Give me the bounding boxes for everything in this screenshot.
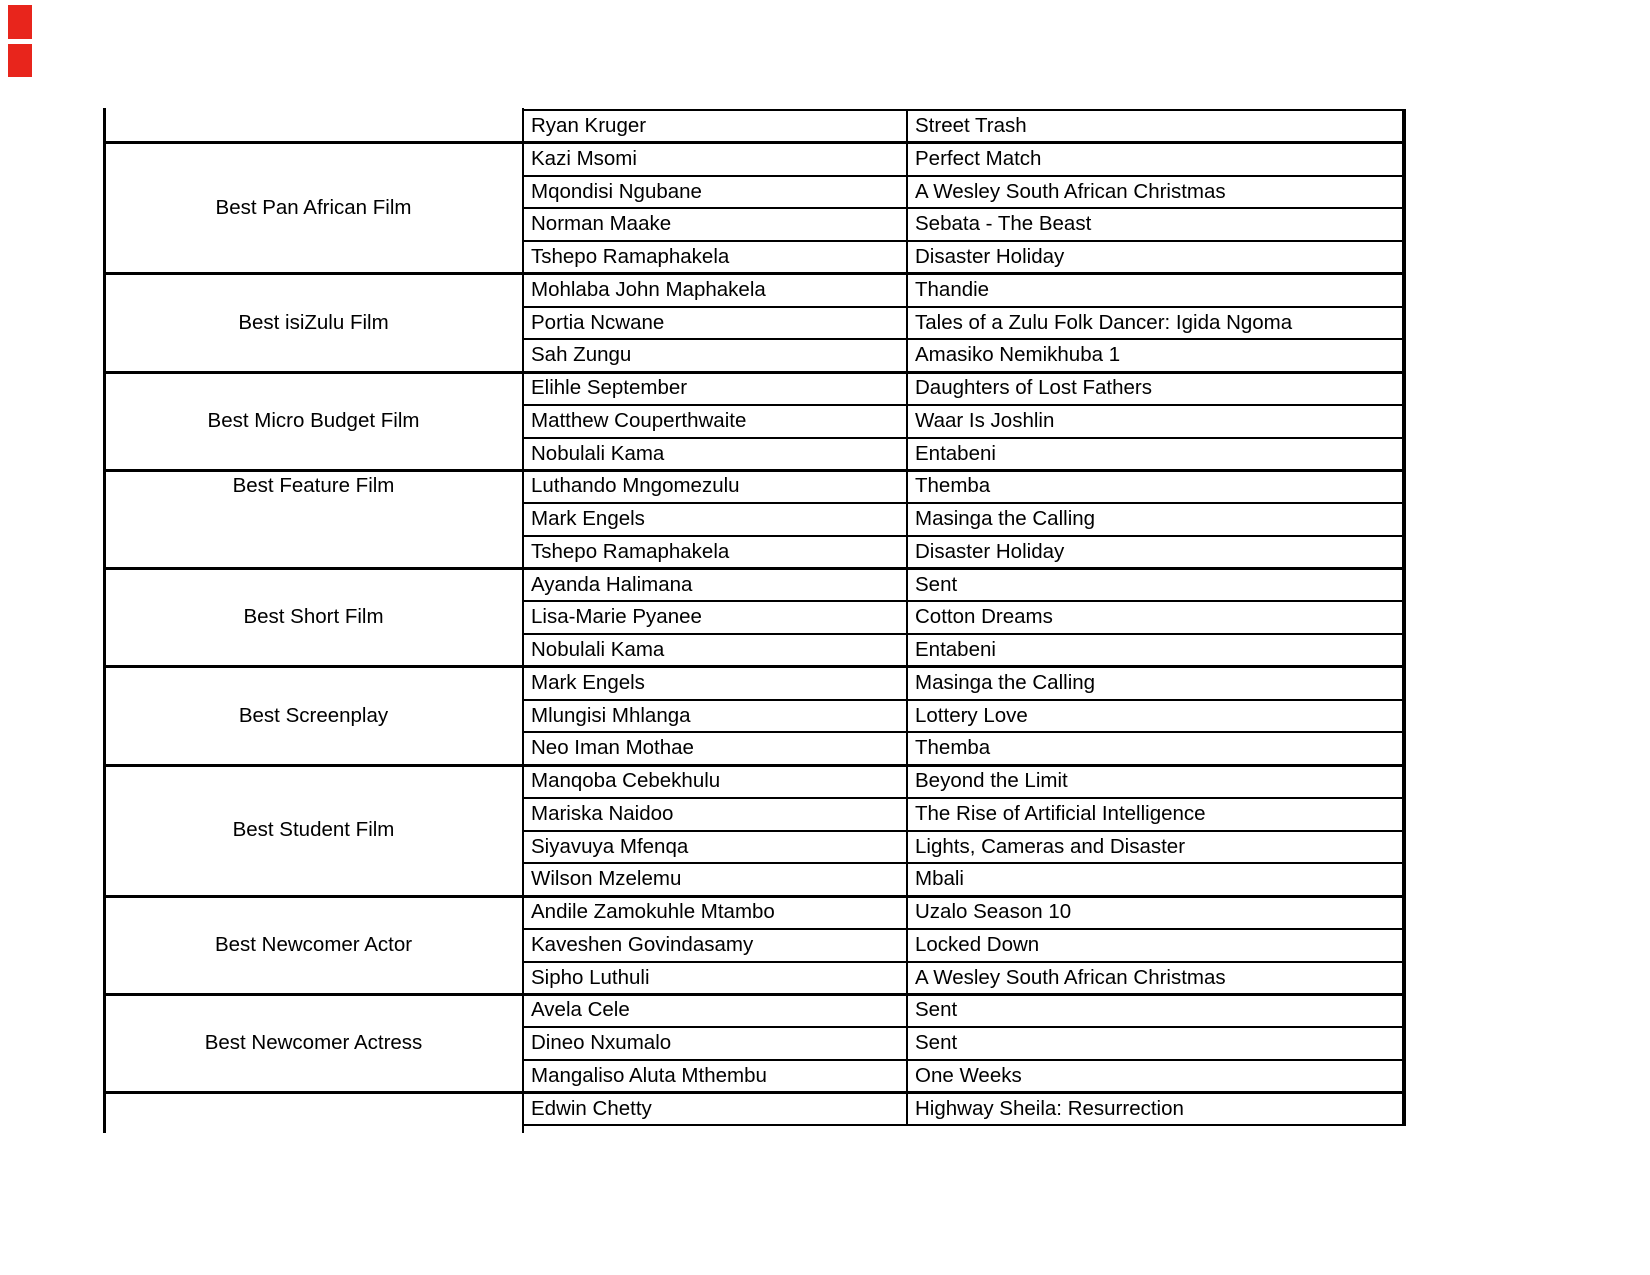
category-cell: Best Short Film <box>243 605 384 629</box>
nominee-cell: Portia Ncwane <box>531 310 665 334</box>
nominee-cell: Tshepo Ramaphakela <box>531 539 730 563</box>
row-divider-line <box>522 404 1406 406</box>
row-divider-line <box>522 797 1406 799</box>
nominee-cell: Sipho Luthuli <box>531 965 650 989</box>
category-cell: Best Pan African Film <box>215 196 412 219</box>
category-cell: Best Student Film <box>232 818 395 842</box>
category-cell: Best Screenplay <box>238 703 389 727</box>
nominee-cell: Elihle September <box>531 376 688 400</box>
nominee-cell: Mqondisi Ngubane <box>531 179 702 203</box>
film-cell: A Wesley South African Christmas <box>915 179 1226 203</box>
table-left-border <box>103 108 106 1133</box>
row-divider-line <box>522 175 1406 177</box>
film-cell: Disaster Holiday <box>915 539 1065 563</box>
film-cell: Lottery Love <box>915 703 1028 727</box>
nominee-cell: Mariska Naidoo <box>531 801 674 825</box>
nominee-cell: Lisa-Marie Pyanee <box>531 605 702 629</box>
nominee-cell: Wilson Mzelemu <box>531 867 682 891</box>
section-border-line <box>103 1091 1406 1094</box>
category-cell: Best Feature Film <box>232 474 395 498</box>
nominee-cell: Andile Zamokuhle Mtambo <box>531 900 775 924</box>
film-cell: The Rise of Artificial Intelligence <box>915 801 1206 825</box>
category-cell: Best Micro Budget Film <box>207 408 420 432</box>
film-cell: One Weeks <box>915 1063 1022 1087</box>
nominee-cell: Dineo Nxumalo <box>531 1031 672 1055</box>
nominee-cell: Tshepo Ramaphakela <box>531 245 730 269</box>
film-cell: Perfect Match <box>915 146 1042 170</box>
film-cell: Entabeni <box>915 638 996 662</box>
section-border-line <box>103 993 1406 996</box>
row-divider-line <box>522 338 1406 340</box>
table-bottom-border <box>522 1124 1406 1126</box>
film-cell: Entabeni <box>915 441 996 465</box>
nominee-cell: Siyavuya Mfenqa <box>531 834 689 858</box>
nominee-cell: Ryan Kruger <box>531 114 647 138</box>
row-divider-line <box>522 240 1406 242</box>
nominee-cell: Matthew Couperthwaite <box>531 408 747 432</box>
film-cell: Locked Down <box>915 932 1040 956</box>
film-cell: Sent <box>915 1031 958 1055</box>
section-border-line <box>103 141 1406 144</box>
category-cell: Best isiZulu Film <box>238 310 389 334</box>
row-divider-line <box>522 1059 1406 1061</box>
row-divider-line <box>522 306 1406 308</box>
row-divider-line <box>522 961 1406 963</box>
section-border-line <box>103 764 1406 767</box>
row-divider-line <box>522 699 1406 701</box>
film-cell: Street Trash <box>915 114 1027 138</box>
film-cell: Themba <box>915 736 991 760</box>
film-cell: Thandie <box>915 277 990 301</box>
nominee-cell: Mohlaba John Maphakela <box>531 277 766 301</box>
nominee-cell: Luthando Mngomezulu <box>531 474 740 498</box>
category-column-divider <box>522 108 524 1133</box>
film-cell: Highway Sheila: Resurrection <box>915 1096 1184 1120</box>
film-cell: Disaster Holiday <box>915 245 1065 269</box>
film-cell: Sent <box>915 998 958 1022</box>
nominee-cell: Avela Cele <box>531 998 630 1022</box>
nominee-cell: Kazi Msomi <box>531 146 637 170</box>
film-cell: A Wesley South African Christmas <box>915 965 1226 989</box>
table-top-border <box>522 109 1406 111</box>
section-border-line <box>103 272 1406 275</box>
row-divider-line <box>522 633 1406 635</box>
row-divider-line <box>522 830 1406 832</box>
nominee-cell: Neo Iman Mothae <box>531 736 694 760</box>
nominee-cell: Sah Zungu <box>531 343 632 367</box>
film-cell: Sebata - The Beast <box>915 212 1092 236</box>
film-cell: Amasiko Nemikhuba 1 <box>915 343 1121 367</box>
section-border-line <box>103 371 1406 374</box>
film-cell: Cotton Dreams <box>915 605 1053 629</box>
nominee-cell: Kaveshen Govindasamy <box>531 932 754 956</box>
section-border-line <box>103 567 1406 570</box>
row-divider-line <box>522 1026 1406 1028</box>
nominee-cell: Nobulali Kama <box>531 638 665 662</box>
section-border-line <box>103 469 1406 472</box>
nominee-cell: Manqoba Cebekhulu <box>531 769 721 793</box>
film-cell: Daughters of Lost Fathers <box>915 376 1153 400</box>
film-cell: Waar Is Joshlin <box>915 408 1055 432</box>
red-mark-top <box>8 5 32 39</box>
film-cell: Lights, Cameras and Disaster <box>915 834 1186 858</box>
row-divider-line <box>522 928 1406 930</box>
film-cell: Tales of a Zulu Folk Dancer: Igida Ngoma <box>915 310 1293 334</box>
nominee-cell: Mark Engels <box>531 507 645 531</box>
nominee-cell: Norman Maake <box>531 212 672 236</box>
nominee-cell: Nobulali Kama <box>531 441 665 465</box>
film-cell: Themba <box>915 474 991 498</box>
category-cell: Best Newcomer Actress <box>204 1031 423 1055</box>
nominee-cell: Ayanda Halimana <box>531 572 693 596</box>
film-cell: Sent <box>915 572 958 596</box>
film-cell: Masinga the Calling <box>915 670 1096 694</box>
table-right-border <box>1402 109 1406 1126</box>
film-cell: Beyond the Limit <box>915 769 1068 793</box>
nominee-film-divider <box>906 110 908 1125</box>
film-cell: Masinga the Calling <box>915 507 1096 531</box>
nominee-cell: Mark Engels <box>531 670 645 694</box>
section-border-line <box>103 895 1406 898</box>
nominee-cell: Edwin Chetty <box>531 1096 652 1120</box>
row-divider-line <box>522 600 1406 602</box>
row-divider-line <box>522 437 1406 439</box>
row-divider-line <box>522 862 1406 864</box>
row-divider-line <box>522 207 1406 209</box>
section-border-line <box>103 665 1406 668</box>
nominee-cell: Mangaliso Aluta Mthembu <box>531 1063 767 1087</box>
row-divider-line <box>522 731 1406 733</box>
film-cell: Mbali <box>915 867 964 891</box>
nominee-cell: Mlungisi Mhlanga <box>531 703 691 727</box>
film-cell: Uzalo Season 10 <box>915 900 1072 924</box>
row-divider-line <box>522 502 1406 504</box>
row-divider-line <box>522 535 1406 537</box>
category-cell: Best Newcomer Actor <box>214 932 413 956</box>
red-mark-bottom <box>8 44 32 77</box>
